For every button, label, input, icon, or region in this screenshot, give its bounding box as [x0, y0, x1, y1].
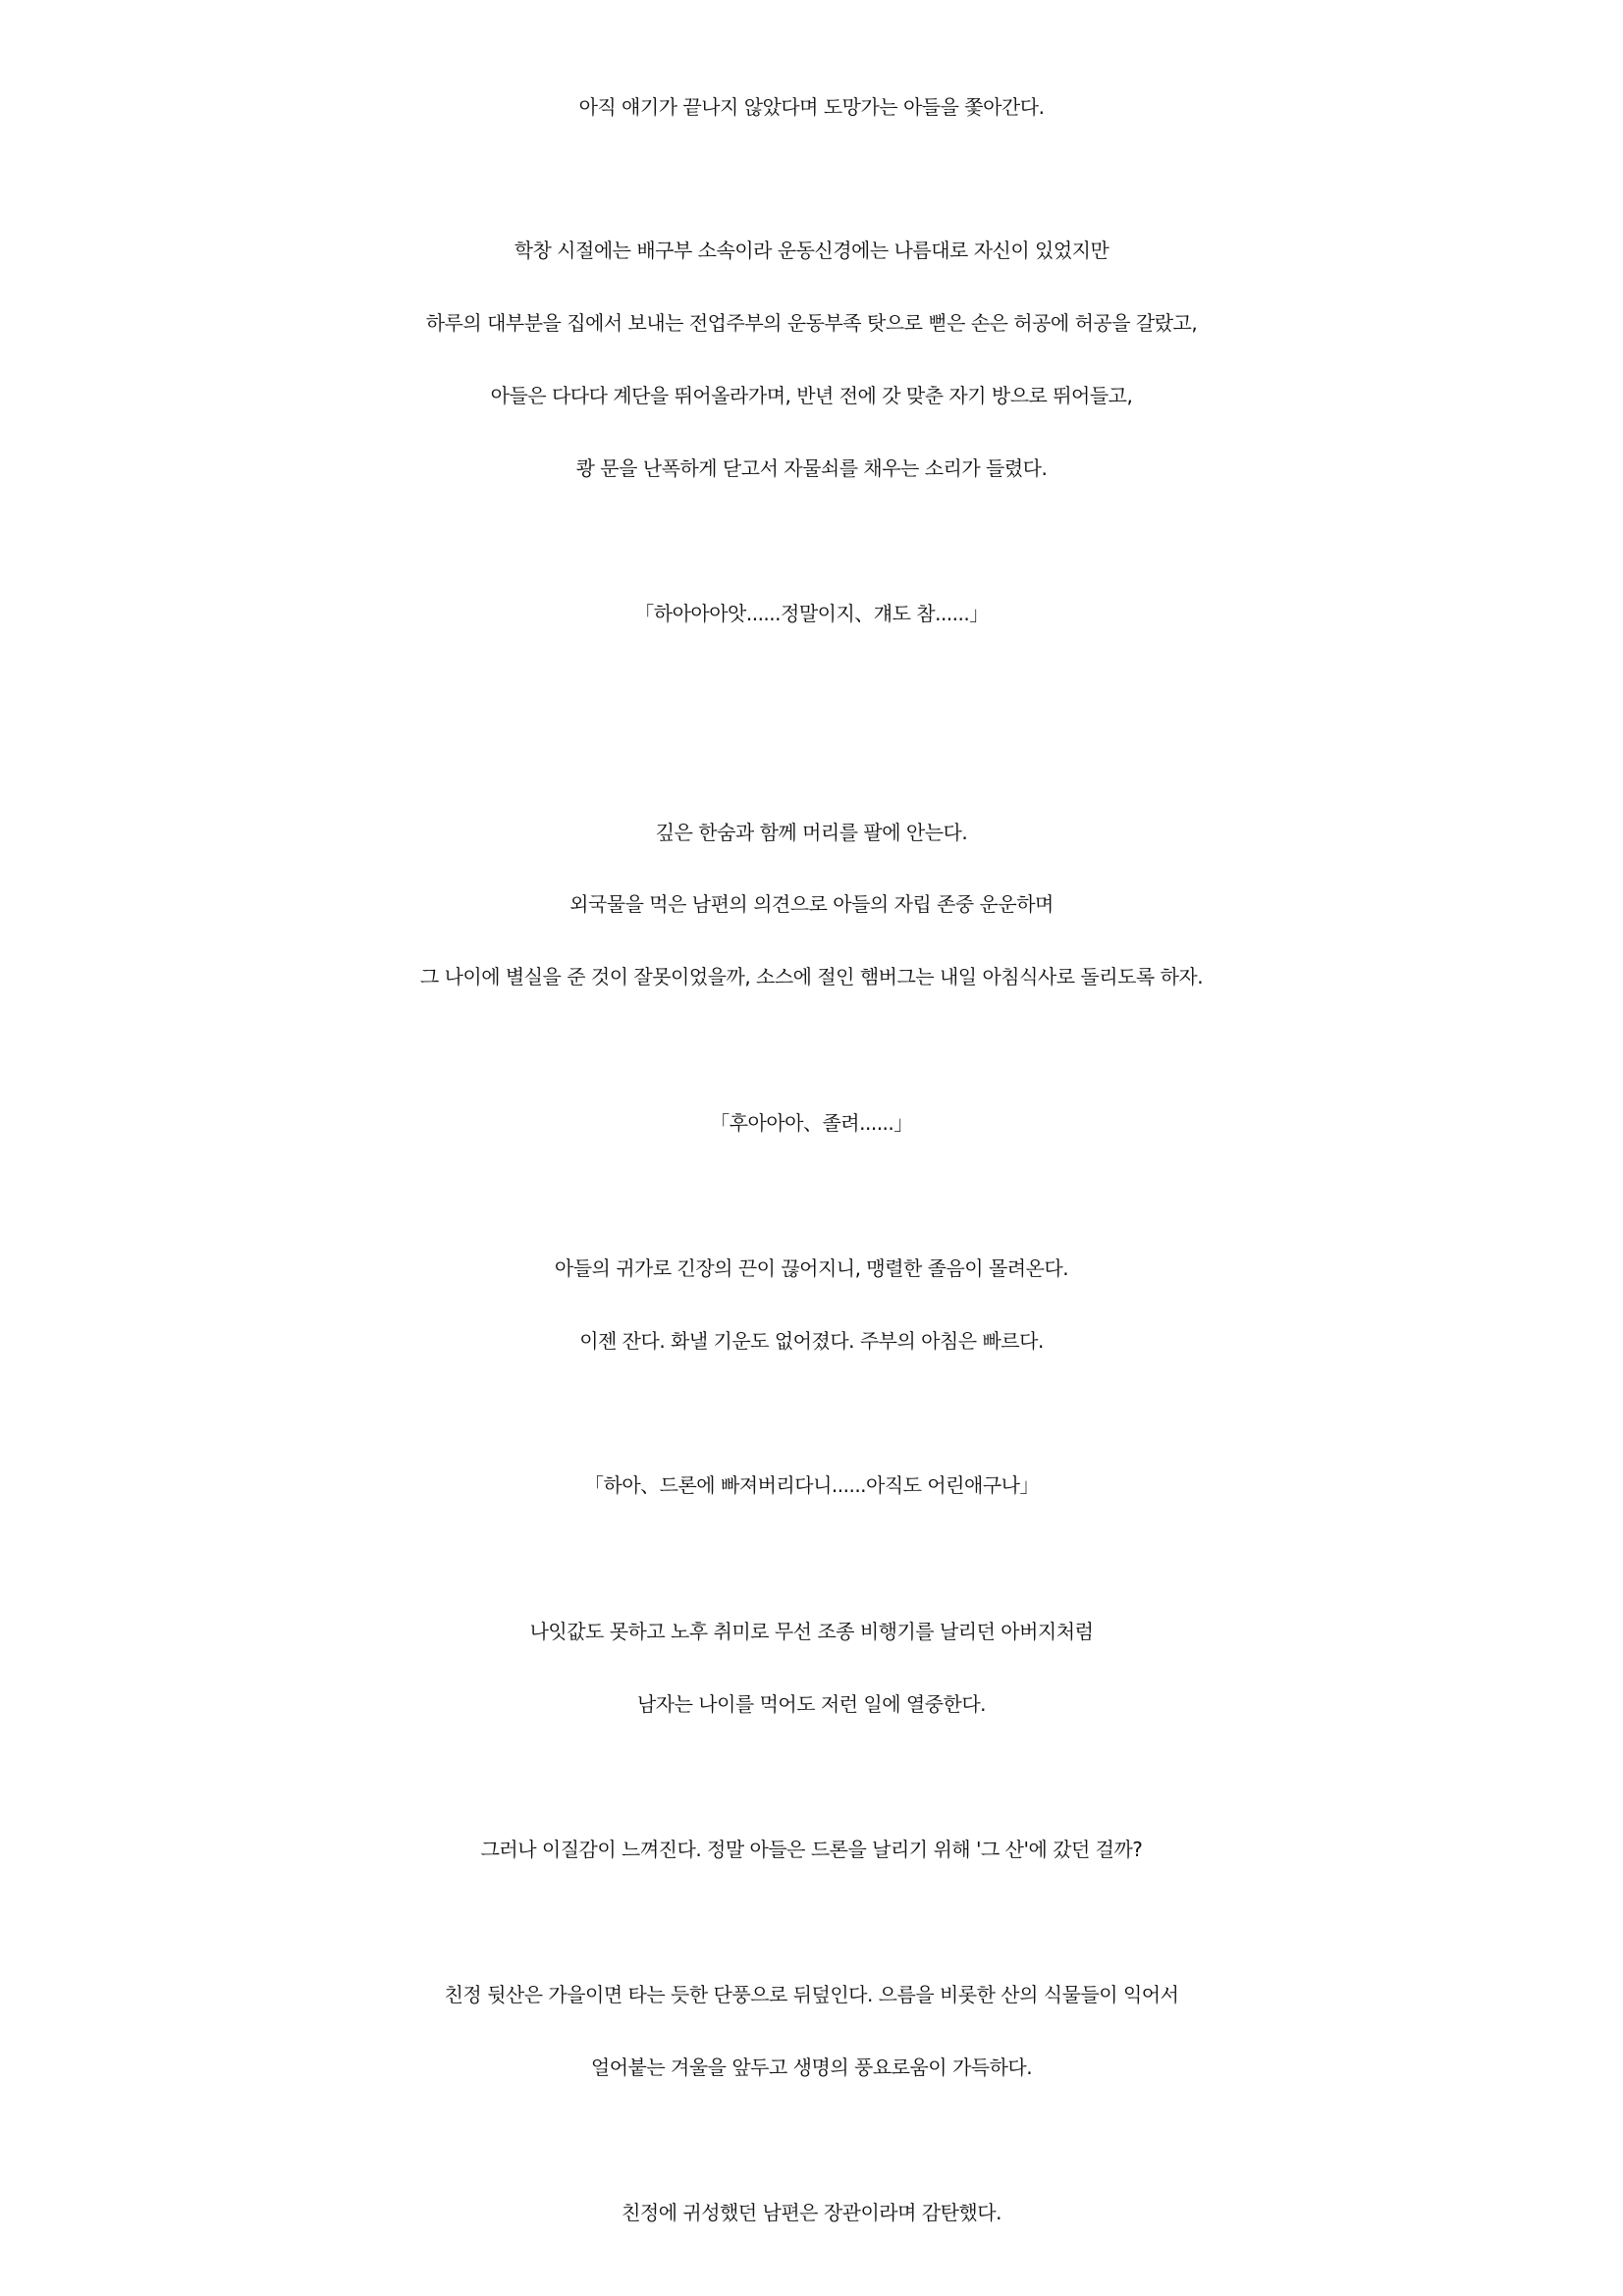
text-line-12: 남자는 나이를 먹어도 저런 일에 열중한다.: [636, 1692, 987, 1716]
text-line-4: 아들은 다다다 계단을 뛰어올라가며, 반년 전에 갓 맞춘 자기 방으로 뛰어들고,: [490, 384, 1133, 407]
text-line-10: 이젠 잔다. 화낼 기운도 없어졌다. 주부의 아침은 빠르다.: [579, 1329, 1044, 1353]
text-line-15: 얼어붙는 겨울을 앞두고 생명의 풍요로움이 가득하다.: [590, 2056, 1033, 2079]
text-line-16: 친정에 귀성했던 남편은 장관이라며 감탄했다.: [622, 2201, 1001, 2224]
dialogue-line-1: 「하아아아앗......정말이지、걔도 참......」: [634, 602, 989, 625]
text-line-7: 외국물을 먹은 남편의 의견으로 아들의 자립 존중 운운하며: [569, 892, 1054, 916]
text-line-3: 하루의 대부분을 집에서 보내는 전업주부의 운동부족 탓으로 뻗은 손은 허공에 허공을 갈랐고,: [425, 311, 1198, 335]
dialogue-line-3: 「하아、드론에 빠져버리다니......아직도 어린애구나」: [584, 1473, 1039, 1497]
text-line-13: 그러나 이질감이 느껴진다. 정말 아들은 드론을 날리기 위해 '그 산'에 갔던 걸까?: [480, 1838, 1143, 1861]
text-line-8: 그 나이에 별실을 준 것이 잘못이었을까, 소스에 절인 햄버그는 내일 아침식사로 돌리도록 하자.: [419, 965, 1204, 988]
text-line-2: 학창 시절에는 배구부 소속이라 운동신경에는 나름대로 자신이 있었지만: [514, 239, 1109, 262]
text-line-5: 쾅 문을 난폭하게 닫고서 자물쇠를 채우는 소리가 들렸다.: [575, 456, 1048, 480]
text-line-14: 친정 뒷산은 가을이면 타는 듯한 단풍으로 뒤덮인다. 으름을 비롯한 산의 식물들이 익어서: [444, 1983, 1179, 2006]
text-line-9: 아들의 귀가로 긴장의 끈이 끊어지니, 맹렬한 졸음이 몰려온다.: [554, 1256, 1069, 1280]
dialogue-line-2: 「후아아아、졸려......」: [710, 1111, 913, 1135]
text-line-1: 아직 얘기가 끝나지 않았다며 도망가는 아들을 쫓아간다.: [578, 95, 1045, 119]
text-line-11: 나잇값도 못하고 노후 취미로 무선 조종 비행기를 날리던 아버지처럼: [529, 1620, 1094, 1643]
text-line-6: 깊은 한숨과 함께 머리를 팔에 안는다.: [655, 821, 968, 844]
